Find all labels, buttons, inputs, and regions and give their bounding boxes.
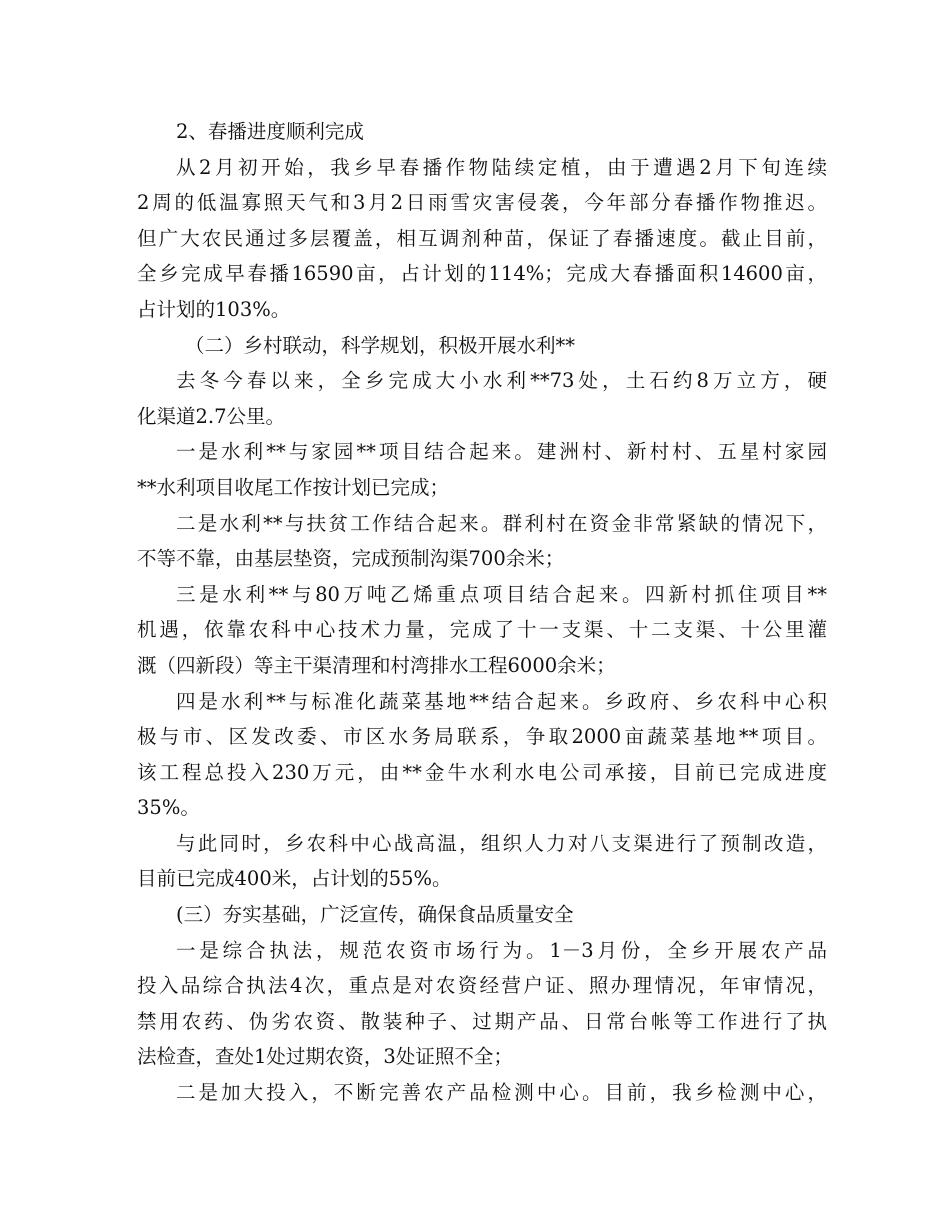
paragraph-line: 二是水利**与扶贫工作结合起来。群利村在资金非常紧缺的情况下， [176,511,827,535]
paragraph-line: 四是水利**与标准化蔬菜基地**结合起来。乡政府、乡农科中心积 [176,689,827,713]
paragraph-line: 但广大农民通过多层覆盖，相互调剂种苗，保证了春播速度。截止目前， [137,226,827,250]
paragraph-line: 与此同时，乡农科中心战高温，组织人力对八支渠进行了预制改造， [176,831,827,855]
paragraph-line: 一是综合执法，规范农资市场行为。1－3月份，全乡开展农产品 [176,938,827,962]
paragraph-line: 该工程总投入230万元，由**金牛水利水电公司承接，目前已完成进度 [137,760,827,784]
paragraph-line: 化渠道2.7公里。 [137,404,286,428]
paragraph-line: 极与市、区发改委、市区水务局联系，争取2000亩蔬菜基地**项目。 [137,725,827,749]
paragraph-line: 法检查，查处1处过期农资，3处证照不全； [137,1045,513,1069]
paragraph-line: 禁用农药、伪劣农资、散装种子、过期产品、日常台帐等工作进行了执 [137,1009,827,1033]
paragraph-line: 不等不靠，由基层垫资，完成预制沟渠700余米； [137,547,565,571]
paragraph-line: 35%。 [137,796,200,820]
section-heading: 2、春播进度顺利完成 [176,120,364,143]
paragraph-line: 去冬今春以来，全乡完成大小水利**73处，土石约8万立方，硬 [176,369,827,393]
section-heading: (三）夯实基础，广泛宣传，确保食品质量安全 [176,903,574,927]
section-heading: （二）乡村联动，科学规划，积极开展水利** [185,333,576,357]
paragraph-line: 投入品综合执法4次，重点是对农资经营户证、照办理情况，年审情况， [137,974,827,998]
paragraph-line: 目前已完成400米，占计划的55%。 [137,867,452,891]
paragraph-line: 溉（四新段）等主干渠清理和村湾排水工程6000余米； [137,653,616,677]
paragraph-line: 2周的低温寡照天气和3月2日雨雪灾害侵袭，今年部分春播作物推迟。 [137,191,827,215]
paragraph-line: 三是水利**与80万吨乙烯重点项目结合起来。四新村抓住项目** [176,582,827,606]
paragraph-line: 占计划的103%。 [137,297,291,321]
paragraph-line: 全乡完成早春播16590亩，占计划的114%；完成大春播面积14600亩， [137,262,827,286]
paragraph-line: **水利项目收尾工作按计划已完成； [137,475,450,499]
paragraph-line: 机遇，依靠农科中心技术力量，完成了十一支渠、十二支渠、十公里灌 [137,618,827,642]
paragraph-line: 二是加大投入，不断完善农产品检测中心。目前，我乡检测中心， [176,1081,827,1105]
paragraph-line: 一是水利**与家园**项目结合起来。建洲村、新村村、五星村家园 [176,440,827,464]
paragraph-line: 从2月初开始，我乡早春播作物陆续定植，由于遭遇2月下旬连续 [176,155,827,179]
document-body [137,114,827,1111]
